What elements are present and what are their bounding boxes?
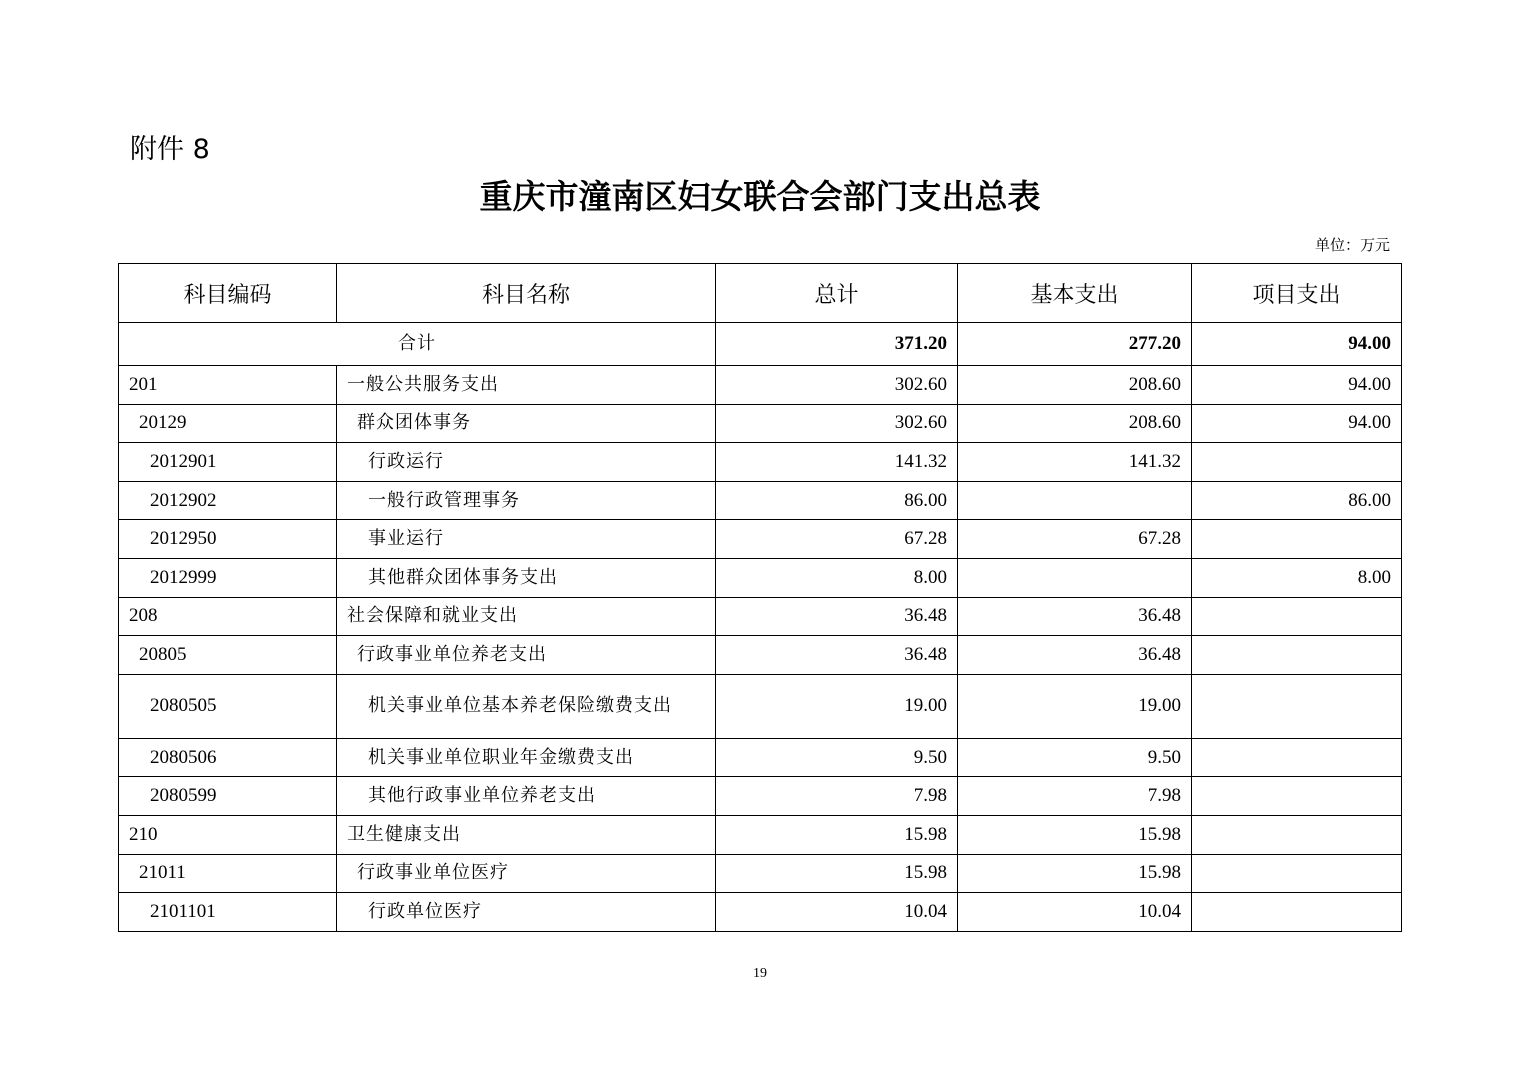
- row-project: [1192, 636, 1402, 675]
- total-basic: 277.20: [958, 323, 1192, 366]
- row-name: 机关事业单位职业年金缴费支出: [337, 738, 716, 777]
- document-title: 重庆市潼南区妇女联合会部门支出总表: [479, 177, 1041, 216]
- total-row: [119, 323, 1402, 366]
- row-code: 2080599: [119, 777, 337, 816]
- table-row: [119, 893, 1402, 932]
- row-total: 7.98: [716, 777, 958, 816]
- table-row: [119, 777, 1402, 816]
- row-code: 2012950: [119, 520, 337, 559]
- header-row: [119, 264, 1402, 323]
- row-code: 2080506: [119, 738, 337, 777]
- row-code: 21011: [119, 854, 337, 893]
- row-name: 卫生健康支出: [337, 815, 716, 854]
- table-row: [119, 597, 1402, 636]
- row-total: 302.60: [716, 366, 958, 405]
- table-row: [119, 815, 1402, 854]
- row-basic: 67.28: [958, 520, 1192, 559]
- row-basic: 15.98: [958, 854, 1192, 893]
- page-number: 19: [753, 966, 767, 981]
- table-row: [119, 366, 1402, 405]
- row-code: 210: [119, 815, 337, 854]
- row-basic: 15.98: [958, 815, 1192, 854]
- row-project: [1192, 777, 1402, 816]
- row-total: 302.60: [716, 404, 958, 443]
- table-row: [119, 443, 1402, 482]
- row-project: [1192, 893, 1402, 932]
- row-basic: 10.04: [958, 893, 1192, 932]
- row-basic: 208.60: [958, 366, 1192, 405]
- row-total: 141.32: [716, 443, 958, 482]
- total-total: 371.20: [716, 323, 958, 366]
- row-name: 机关事业单位基本养老保险缴费支出: [337, 674, 716, 738]
- row-code: 2012901: [119, 443, 337, 482]
- row-project: [1192, 520, 1402, 559]
- row-basic: 36.48: [958, 597, 1192, 636]
- row-name: 一般公共服务支出: [337, 366, 716, 405]
- table-row: [119, 674, 1402, 738]
- table-row: [119, 738, 1402, 777]
- row-total: 36.48: [716, 636, 958, 675]
- table-row: [119, 404, 1402, 443]
- row-total: 15.98: [716, 815, 958, 854]
- row-total: 9.50: [716, 738, 958, 777]
- header-project: 项目支出: [1192, 264, 1402, 323]
- row-project: [1192, 854, 1402, 893]
- row-total: 19.00: [716, 674, 958, 738]
- row-project: 94.00: [1192, 404, 1402, 443]
- row-name: 社会保障和就业支出: [337, 597, 716, 636]
- row-basic: [958, 481, 1192, 520]
- total-label: 合计: [119, 323, 716, 366]
- row-total: 15.98: [716, 854, 958, 893]
- row-code: 20129: [119, 404, 337, 443]
- table-row: [119, 558, 1402, 597]
- row-code: 2012902: [119, 481, 337, 520]
- expenditure-table: [118, 263, 1402, 932]
- row-total: 10.04: [716, 893, 958, 932]
- row-total: 86.00: [716, 481, 958, 520]
- row-basic: 36.48: [958, 636, 1192, 675]
- header-name: 科目名称: [337, 264, 716, 323]
- row-name: 事业运行: [337, 520, 716, 559]
- row-project: [1192, 597, 1402, 636]
- row-project: [1192, 674, 1402, 738]
- header-basic: 基本支出: [958, 264, 1192, 323]
- row-basic: 9.50: [958, 738, 1192, 777]
- row-basic: [958, 558, 1192, 597]
- row-project: [1192, 815, 1402, 854]
- row-total: 36.48: [716, 597, 958, 636]
- row-code: 20805: [119, 636, 337, 675]
- row-name: 一般行政管理事务: [337, 481, 716, 520]
- unit-label: 单位：万元: [1314, 236, 1390, 254]
- attachment-label: 附件 8: [130, 134, 210, 165]
- row-basic: 7.98: [958, 777, 1192, 816]
- row-total: 67.28: [716, 520, 958, 559]
- total-project: 94.00: [1192, 323, 1402, 366]
- row-name: 行政事业单位养老支出: [337, 636, 716, 675]
- row-name: 其他行政事业单位养老支出: [337, 777, 716, 816]
- row-project: [1192, 443, 1402, 482]
- row-name: 其他群众团体事务支出: [337, 558, 716, 597]
- table-row: [119, 636, 1402, 675]
- row-basic: 19.00: [958, 674, 1192, 738]
- row-code: 201: [119, 366, 337, 405]
- row-name: 行政单位医疗: [337, 893, 716, 932]
- table-row: [119, 481, 1402, 520]
- table-row: [119, 520, 1402, 559]
- row-code: 2012999: [119, 558, 337, 597]
- row-name: 行政运行: [337, 443, 716, 482]
- row-name: 群众团体事务: [337, 404, 716, 443]
- row-project: 8.00: [1192, 558, 1402, 597]
- table-row: [119, 854, 1402, 893]
- row-total: 8.00: [716, 558, 958, 597]
- row-basic: 141.32: [958, 443, 1192, 482]
- row-code: 208: [119, 597, 337, 636]
- row-project: 86.00: [1192, 481, 1402, 520]
- row-code: 2080505: [119, 674, 337, 738]
- row-code: 2101101: [119, 893, 337, 932]
- row-project: 94.00: [1192, 366, 1402, 405]
- header-code: 科目编码: [119, 264, 337, 323]
- header-total: 总计: [716, 264, 958, 323]
- row-name: 行政事业单位医疗: [337, 854, 716, 893]
- row-project: [1192, 738, 1402, 777]
- row-basic: 208.60: [958, 404, 1192, 443]
